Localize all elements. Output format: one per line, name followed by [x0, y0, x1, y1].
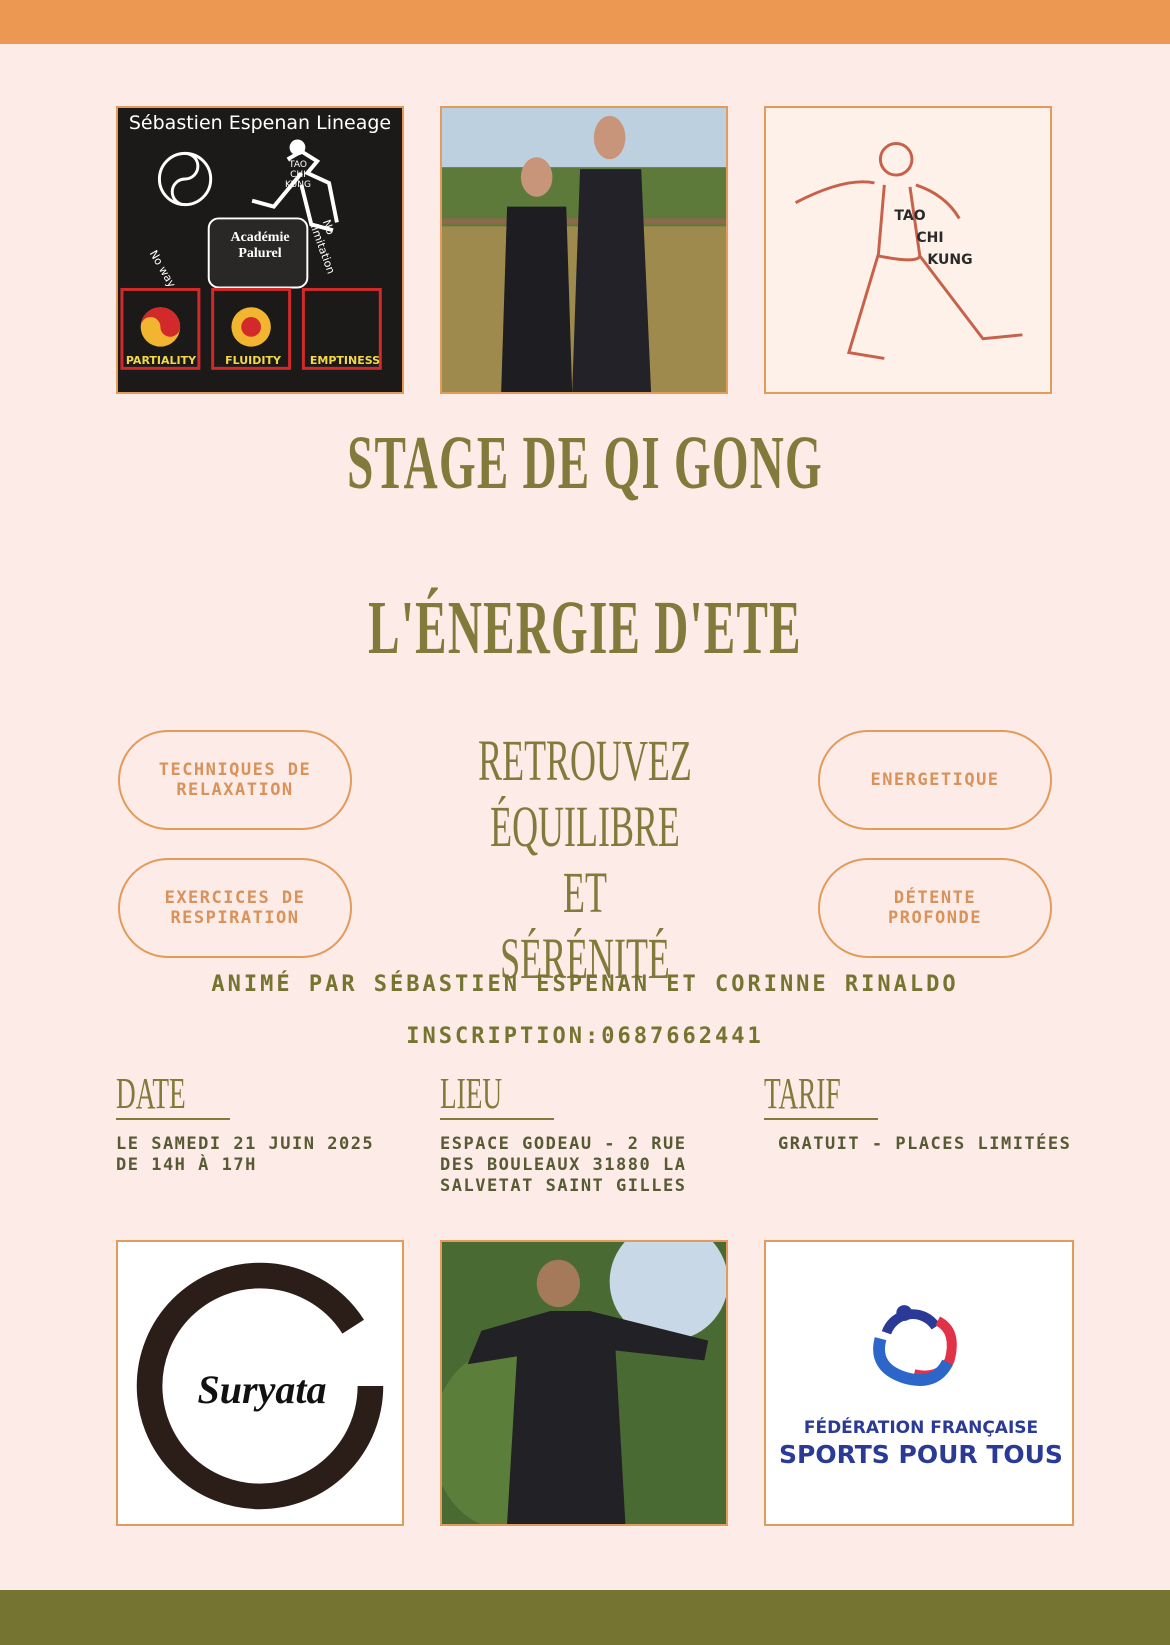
- art-label-emptiness: EMPTINESS: [309, 354, 381, 367]
- federation-line-2: SPORTS POUR TOUS: [779, 1440, 1063, 1469]
- suryata-text: Suryata: [197, 1367, 327, 1412]
- pill-relaxation-label: TECHNIQUES DE RELAXATION: [158, 760, 312, 800]
- lineage-logo-image: [116, 106, 404, 394]
- tagline-line-1: RETROUVEZ: [478, 728, 692, 793]
- tao-label: TAO: [894, 208, 926, 224]
- bottom-color-band: [0, 1590, 1170, 1645]
- tagline-line-3: SÉRÉNITÉ: [500, 926, 670, 991]
- pill-energetique-label: ENERGETIQUE: [870, 770, 1000, 790]
- tao-chi-kung-graphic: [766, 108, 1050, 392]
- top-color-band: [0, 0, 1170, 44]
- date-text: LE SAMEDI 21 JUIN 2025 DE 14H À 17H: [116, 1134, 375, 1175]
- lineage-title: Sébastien Espenan Lineage: [128, 112, 392, 134]
- lieu-heading: LIEU: [440, 1069, 503, 1118]
- tagline-line-2: ÉQUILIBRE ET: [490, 794, 680, 925]
- tagline: [473, 728, 696, 992]
- tao-chi-kung-drawing: [764, 106, 1052, 394]
- date-underline: [116, 1118, 230, 1120]
- lineage-badge-label: Académie Palurel: [230, 230, 290, 261]
- art-label-fluidity: FLUIDITY: [225, 354, 281, 367]
- kung-label: KUNG: [927, 252, 973, 268]
- pill-detente-label: DÉTENTE PROFONDE: [888, 888, 982, 928]
- chi-label: CHI: [916, 230, 944, 246]
- animated-by: ANIMÉ PAR SÉBASTIEN ESPENAN ET CORINNE RINALDO: [211, 972, 959, 997]
- lineage-motto-left: No way: [146, 248, 179, 290]
- pill-respiration-label: EXERCICES DE RESPIRATION: [164, 888, 306, 928]
- practitioners-photo: [440, 106, 728, 394]
- pill-energetique: [818, 730, 1052, 830]
- pill-respiration: [118, 858, 352, 958]
- title-line-2: L'ÉNERGIE D'ETE: [368, 586, 802, 670]
- federation-logo: [764, 1240, 1074, 1526]
- title-line-1: STAGE DE QI GONG: [347, 421, 823, 505]
- pill-relaxation: [118, 730, 352, 830]
- practitioner-back-graphic: [442, 1242, 726, 1524]
- lineage-tao-label: TAO CHI KUNG: [285, 160, 311, 190]
- tarif-underline: [764, 1118, 878, 1120]
- lieu-text: ESPACE GODEAU - 2 RUE DES BOULEAUX 31880 LA SALVETAT SAINT GILLES: [440, 1134, 687, 1196]
- lineage-motto-right: No limitation: [307, 218, 338, 276]
- suryata-logo: [116, 1240, 404, 1526]
- tarif-heading: TARIF: [764, 1069, 841, 1118]
- tarif-text: GRATUIT - PLACES LIMITÉES: [778, 1134, 1072, 1154]
- federation-icon: [766, 1242, 1072, 1524]
- pill-detente: [818, 858, 1052, 958]
- lieu-underline: [440, 1118, 554, 1120]
- inscription-phone: INSCRIPTION:0687662441: [406, 1024, 764, 1049]
- practitioners-photo-graphic: [442, 108, 726, 392]
- art-label-partiality: PARTIALITY: [125, 354, 197, 367]
- practitioner-back-photo: [440, 1240, 728, 1526]
- federation-line-1: FÉDÉRATION FRANÇAISE: [803, 1418, 1039, 1438]
- date-heading: DATE: [116, 1069, 186, 1118]
